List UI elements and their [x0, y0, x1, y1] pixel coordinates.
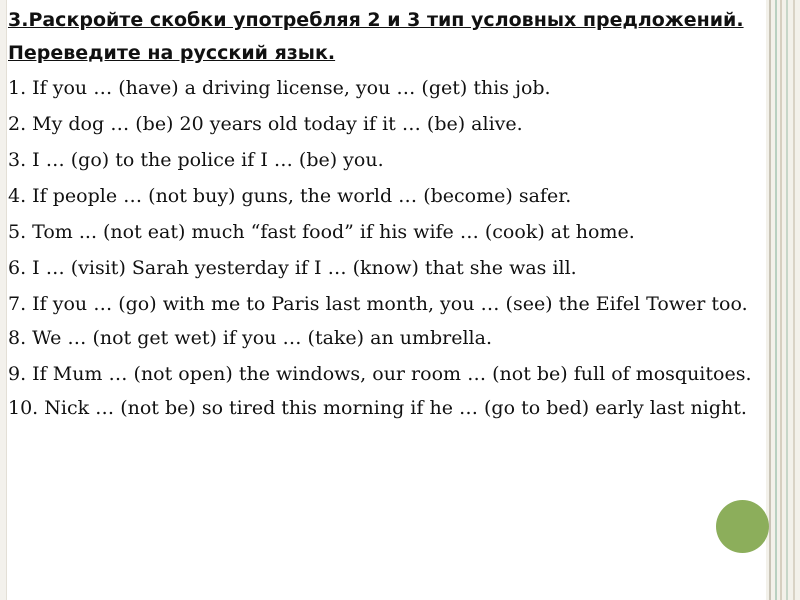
translate-heading: Переведите на русский язык.: [8, 42, 336, 64]
exercise-item-1: 1. If you … (have) a driving license, you … (get) this job.: [8, 77, 551, 99]
task-heading: 3.Раскройте скобки употребляя 2 и 3 тип условных предложений.: [8, 9, 744, 31]
exercise-item-7: 7. If you … (go) with me to Paris last month, you … (see) the Eifel Tower too.: [8, 293, 748, 315]
exercise-item-3: 3. I … (go) to the police if I … (be) you.: [8, 149, 384, 171]
exercise-item-10: 10. Nick … (not be) so tired this morning if he … (go to bed) early last night.: [8, 397, 747, 419]
exercise-item-8: 8. We … (not get wet) if you … (take) an umbrella.: [8, 327, 492, 349]
highlight-circle: [716, 500, 769, 553]
exercise-item-4: 4. If people … (not buy) guns, the world … (become) safer.: [8, 185, 572, 207]
exercise-list: [8, 76, 798, 421]
exercise-item-6: 6. I … (visit) Sarah yesterday if I … (know) that she was ill.: [8, 257, 577, 279]
exercise-item-5: 5. Tom ... (not eat) much “fast food” if his wife … (cook) at home.: [8, 221, 635, 243]
left-border: [0, 0, 7, 600]
exercise-item-9: 9. If Mum … (not open) the windows, our room … (not be) full of mosquitoes.: [8, 363, 752, 385]
exercise-item-2: 2. My dog … (be) 20 years old today if it … (be) alive.: [8, 113, 523, 135]
slide-content: [8, 8, 798, 430]
